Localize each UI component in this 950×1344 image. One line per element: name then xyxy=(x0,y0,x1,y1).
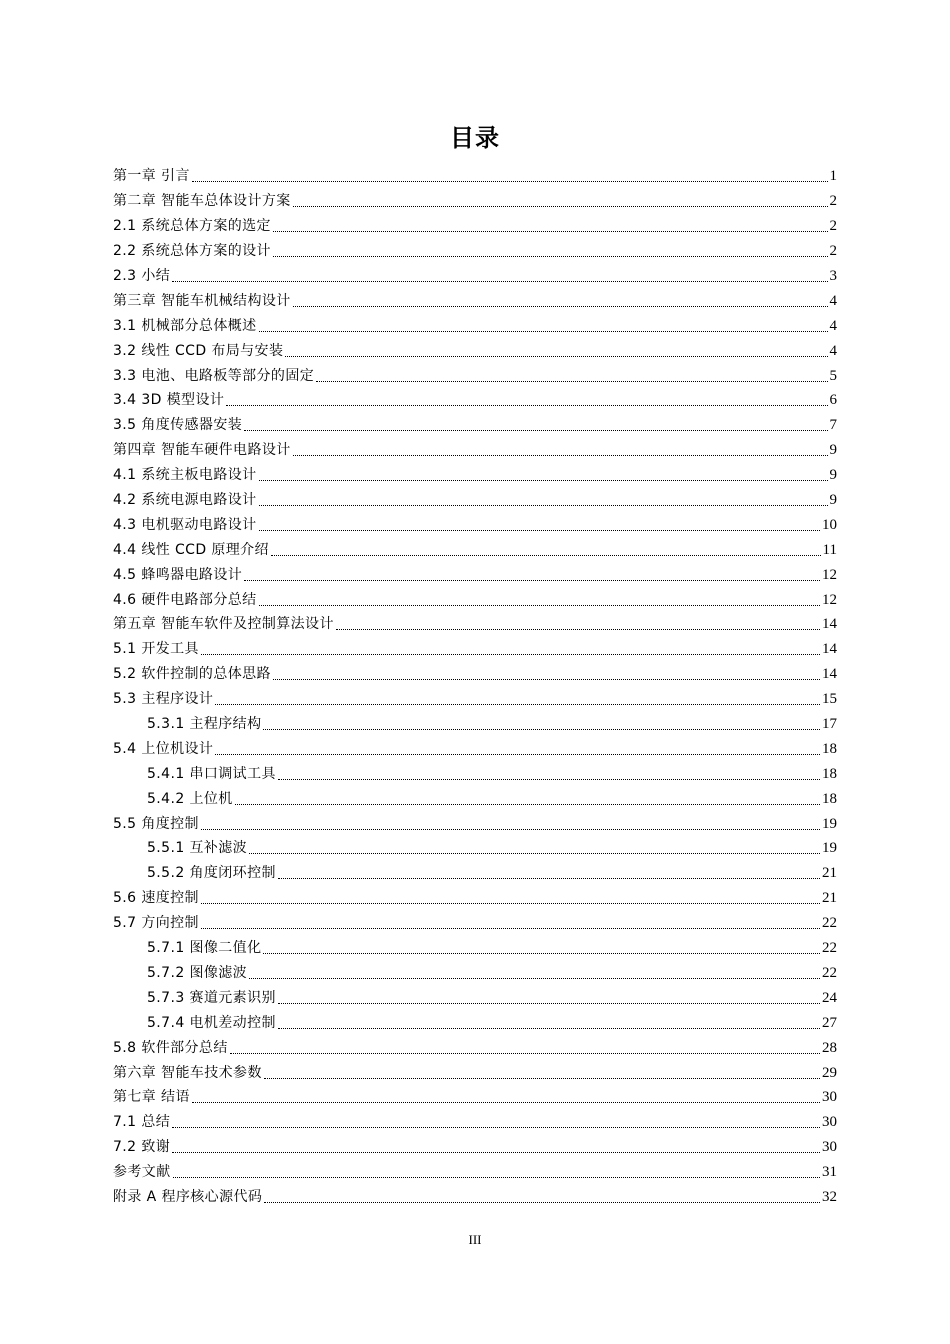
toc-entry[interactable] xyxy=(113,1060,837,1085)
toc-entry-label: 第一章 引言 xyxy=(113,168,190,185)
toc-entry[interactable] xyxy=(113,1185,837,1210)
toc-entry-label: 4.4 线性 CCD 原理介绍 xyxy=(113,541,269,558)
dot-leader xyxy=(172,1113,820,1131)
toc-entry-page-number: 28 xyxy=(822,1039,837,1056)
toc-entry-label: 4.3 电机驱动电路设计 xyxy=(113,516,257,533)
toc-entry[interactable] xyxy=(113,612,837,637)
toc-entry-page-number: 21 xyxy=(822,890,837,907)
toc-entry[interactable] xyxy=(113,587,837,612)
dot-leader xyxy=(264,1064,820,1082)
dot-leader xyxy=(293,192,828,210)
dot-leader xyxy=(192,1088,820,1106)
toc-entry-page-number: 14 xyxy=(822,641,837,658)
dot-leader xyxy=(273,665,820,683)
toc-entry-label: 第二章 智能车总体设计方案 xyxy=(113,193,291,210)
toc-entry[interactable] xyxy=(113,811,837,836)
dot-leader xyxy=(201,640,820,658)
toc-entry-label: 5.4 上位机设计 xyxy=(113,740,214,757)
toc-entry-page-number: 6 xyxy=(829,392,837,409)
toc-entry-label: 5.1 开发工具 xyxy=(113,641,199,658)
dot-leader xyxy=(201,889,820,907)
toc-entry-label: 3.5 角度传感器安装 xyxy=(113,417,243,434)
toc-entry-page-number: 4 xyxy=(829,342,837,359)
toc-entry-page-number: 7 xyxy=(829,417,837,434)
toc-entry-label: 5.3.1 主程序结构 xyxy=(147,716,262,733)
toc-entry[interactable] xyxy=(113,662,837,687)
toc-entry[interactable] xyxy=(113,786,837,811)
toc-entry-page-number: 9 xyxy=(829,492,837,509)
toc-entry-page-number: 9 xyxy=(829,442,837,459)
toc-entry-page-number: 2 xyxy=(829,193,837,210)
dot-leader xyxy=(293,292,828,310)
toc-entry[interactable] xyxy=(113,512,837,537)
dot-leader xyxy=(226,391,827,409)
toc-entry-label: 附录 A 程序核心源代码 xyxy=(113,1188,263,1205)
toc-entry-page-number: 5 xyxy=(829,367,837,384)
toc-entry-page-number: 12 xyxy=(822,591,837,608)
toc-entry[interactable] xyxy=(113,736,837,761)
toc-entry[interactable] xyxy=(113,761,837,786)
toc-entry-page-number: 22 xyxy=(822,940,837,957)
toc-entry-label: 5.7.2 图像滤波 xyxy=(147,964,248,981)
toc-entry-label: 5.6 速度控制 xyxy=(113,890,199,907)
toc-entry-label: 7.1 总结 xyxy=(113,1114,171,1131)
dot-leader xyxy=(249,964,820,982)
table-of-contents xyxy=(113,164,837,1209)
toc-entry-page-number: 31 xyxy=(822,1164,837,1181)
dot-leader xyxy=(336,615,820,633)
toc-entry[interactable] xyxy=(113,488,837,513)
dot-leader xyxy=(244,416,827,434)
toc-entry[interactable] xyxy=(113,836,837,861)
toc-entry-label: 5.2 软件控制的总体思路 xyxy=(113,666,271,683)
toc-entry-label: 4.6 硬件电路部分总结 xyxy=(113,591,257,608)
dot-leader xyxy=(316,367,827,385)
toc-entry-label: 5.7 方向控制 xyxy=(113,915,199,932)
toc-entry[interactable] xyxy=(113,1010,837,1035)
toc-entry-label: 3.3 电池、电路板等部分的固定 xyxy=(113,367,315,384)
toc-entry-label: 5.3 主程序设计 xyxy=(113,691,214,708)
toc-entry-label: 2.3 小结 xyxy=(113,268,171,284)
toc-entry[interactable] xyxy=(113,239,837,264)
dot-leader xyxy=(173,1163,820,1181)
toc-entry-label: 3.2 线性 CCD 布局与安装 xyxy=(113,342,284,359)
toc-entry[interactable] xyxy=(113,961,837,986)
toc-entry-label: 2.1 系统总体方案的选定 xyxy=(113,218,271,235)
dot-leader xyxy=(172,1138,820,1156)
toc-entry[interactable] xyxy=(113,886,837,911)
toc-entry-page-number: 14 xyxy=(822,616,837,633)
dot-leader xyxy=(293,441,828,459)
toc-entry-page-number: 27 xyxy=(822,1014,837,1031)
dot-leader xyxy=(264,1188,820,1206)
toc-entry[interactable] xyxy=(113,388,837,413)
dot-leader xyxy=(230,1039,820,1057)
toc-entry-label: 4.1 系统主板电路设计 xyxy=(113,467,257,484)
toc-entry-label: 参考文献 xyxy=(113,1164,171,1181)
toc-entry[interactable] xyxy=(113,363,837,388)
dot-leader xyxy=(263,715,820,733)
toc-entry-label: 5.5.2 角度闭环控制 xyxy=(147,865,276,882)
toc-entry-label: 5.8 软件部分总结 xyxy=(113,1039,228,1056)
toc-entry[interactable] xyxy=(113,911,837,936)
toc-entry-label: 3.4 3D 模型设计 xyxy=(113,392,225,409)
dot-leader xyxy=(244,566,820,584)
toc-entry-label: 2.2 系统总体方案的设计 xyxy=(113,243,271,260)
dot-leader xyxy=(259,591,820,609)
toc-entry-page-number: 21 xyxy=(822,865,837,882)
dot-leader xyxy=(271,541,821,559)
toc-entry-page-number: 9 xyxy=(829,467,837,484)
dot-leader xyxy=(278,864,820,882)
page-title: 目录 xyxy=(450,124,500,152)
toc-entry[interactable] xyxy=(113,338,837,363)
toc-entry-page-number: 18 xyxy=(822,765,837,782)
toc-entry-page-number: 12 xyxy=(822,566,837,583)
toc-entry-label: 第六章 智能车技术参数 xyxy=(113,1064,262,1081)
toc-entry-label: 第五章 智能车软件及控制算法设计 xyxy=(113,616,334,633)
toc-entry-page-number: 10 xyxy=(822,516,837,533)
dot-leader xyxy=(278,989,820,1007)
toc-entry[interactable] xyxy=(113,214,837,239)
footer-page-number: III xyxy=(468,1232,482,1247)
dot-leader xyxy=(215,740,820,758)
toc-entry[interactable] xyxy=(113,537,837,562)
toc-entry-page-number: 4 xyxy=(829,292,837,309)
dot-leader xyxy=(259,491,828,509)
toc-entry[interactable] xyxy=(113,438,837,463)
toc-entry[interactable] xyxy=(113,1035,837,1060)
toc-entry-label: 5.5 角度控制 xyxy=(113,815,199,832)
dot-leader xyxy=(263,939,820,957)
toc-entry[interactable] xyxy=(113,985,837,1010)
toc-entry[interactable] xyxy=(113,313,837,338)
toc-entry-page-number: 19 xyxy=(822,815,837,832)
toc-entry-label: 3.1 机械部分总体概述 xyxy=(113,317,257,334)
toc-entry-label: 5.7.4 电机差动控制 xyxy=(147,1014,276,1031)
toc-entry-page-number: 15 xyxy=(822,691,837,708)
toc-entry-page-number: 18 xyxy=(822,740,837,757)
toc-entry-label: 4.5 蜂鸣器电路设计 xyxy=(113,566,243,583)
toc-entry-page-number: 11 xyxy=(822,541,837,558)
toc-entry-label: 5.4.1 串口调试工具 xyxy=(147,765,276,782)
dot-leader xyxy=(249,839,820,857)
toc-entry-label: 7.2 致谢 xyxy=(113,1139,171,1156)
toc-entry[interactable] xyxy=(113,189,837,214)
toc-entry[interactable] xyxy=(113,562,837,587)
toc-entry-page-number: 19 xyxy=(822,840,837,857)
toc-entry-label: 第七章 结语 xyxy=(113,1089,190,1106)
toc-entry-page-number: 2 xyxy=(829,243,837,260)
toc-entry[interactable] xyxy=(113,288,837,313)
dot-leader xyxy=(235,790,820,808)
toc-entry-page-number: 18 xyxy=(822,790,837,807)
dot-leader xyxy=(172,267,827,285)
toc-entry-label: 5.7.1 图像二值化 xyxy=(147,940,262,957)
toc-entry[interactable] xyxy=(113,264,837,289)
dot-leader xyxy=(285,342,827,360)
toc-entry-page-number: 3 xyxy=(829,268,837,284)
dot-leader xyxy=(259,466,828,484)
toc-entry[interactable] xyxy=(113,164,837,189)
toc-entry-page-number: 30 xyxy=(822,1089,837,1106)
dot-leader xyxy=(273,242,828,260)
toc-entry[interactable] xyxy=(113,413,837,438)
dot-leader xyxy=(215,690,820,708)
toc-entry[interactable] xyxy=(113,712,837,737)
toc-entry-page-number: 30 xyxy=(822,1139,837,1156)
toc-entry-page-number: 1 xyxy=(829,168,837,185)
toc-entry[interactable] xyxy=(113,1160,837,1185)
dot-leader xyxy=(259,317,828,335)
dot-leader xyxy=(259,516,820,534)
toc-entry-page-number: 29 xyxy=(822,1064,837,1081)
toc-entry-page-number: 24 xyxy=(822,989,837,1006)
toc-entry[interactable] xyxy=(113,637,837,662)
toc-entry-label: 5.4.2 上位机 xyxy=(147,790,233,807)
toc-entry-page-number: 17 xyxy=(822,716,837,733)
dot-leader xyxy=(201,914,820,932)
dot-leader xyxy=(273,217,828,235)
dot-leader xyxy=(201,815,820,833)
toc-entry-label: 5.7.3 赛道元素识别 xyxy=(147,989,276,1006)
toc-entry-page-number: 32 xyxy=(822,1188,837,1205)
toc-entry-label: 第四章 智能车硬件电路设计 xyxy=(113,442,291,459)
toc-entry[interactable] xyxy=(113,1110,837,1135)
toc-entry-page-number: 30 xyxy=(822,1114,837,1131)
toc-entry-page-number: 14 xyxy=(822,666,837,683)
toc-entry-page-number: 22 xyxy=(822,964,837,981)
dot-leader xyxy=(278,1014,820,1032)
toc-entry-page-number: 4 xyxy=(829,317,837,334)
toc-entry-label: 4.2 系统电源电路设计 xyxy=(113,492,257,509)
toc-entry[interactable] xyxy=(113,861,837,886)
toc-entry[interactable] xyxy=(113,1085,837,1110)
toc-entry-label: 5.5.1 互补滤波 xyxy=(147,840,248,857)
toc-entry[interactable] xyxy=(113,1135,837,1160)
toc-entry[interactable] xyxy=(113,687,837,712)
toc-entry[interactable] xyxy=(113,936,837,961)
dot-leader xyxy=(192,167,828,185)
toc-entry-page-number: 22 xyxy=(822,915,837,932)
toc-entry[interactable] xyxy=(113,463,837,488)
toc-entry-page-number: 2 xyxy=(829,218,837,235)
dot-leader xyxy=(278,765,820,783)
toc-entry-label: 第三章 智能车机械结构设计 xyxy=(113,292,291,309)
